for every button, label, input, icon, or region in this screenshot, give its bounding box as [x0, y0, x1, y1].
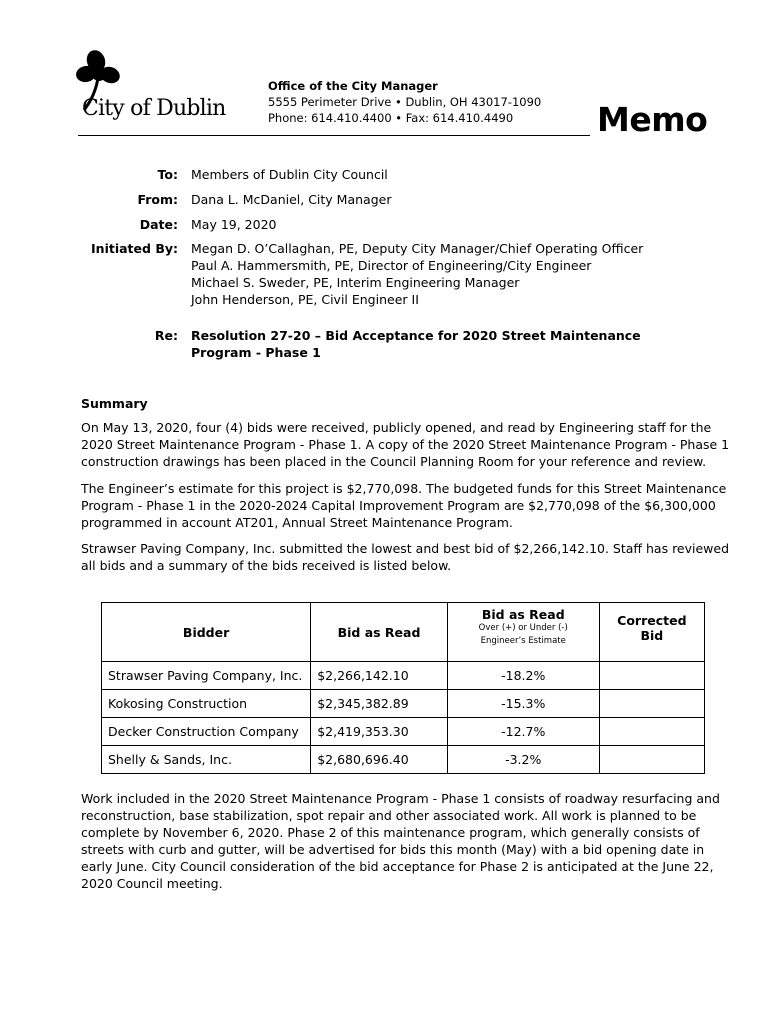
- bid-amount: $2,345,382.89: [311, 690, 448, 718]
- logo-text: City of Dublin: [82, 96, 226, 121]
- bidder-name: Kokosing Construction: [102, 690, 311, 718]
- re-line: Resolution 27-20 – Bid Acceptance for 2020 Street Maintenance: [191, 328, 641, 343]
- table-row: [102, 662, 705, 690]
- initiated-by-label: Initiated By:: [91, 241, 178, 256]
- summary-paragraph-1: On May 13, 2020, four (4) bids were received, publicly opened, and read by Engineering staff for the 2020 Street Maintenance Program - Phase 1. A copy of the 2020 Street Maintenance Program - Phase 1 construction drawings has been placed in the Council Planning Room for your reference and review.: [81, 420, 730, 469]
- from-value: Dana L. McDaniel, City Manager: [191, 192, 392, 207]
- office-address: 5555 Perimeter Drive • Dublin, OH 43017-1090: [268, 95, 542, 109]
- from-label: From:: [137, 192, 178, 207]
- office-phone: Phone: 614.410.4400 • Fax: 614.410.4490: [268, 111, 514, 125]
- corrected-bid: [599, 718, 704, 746]
- office-name: Office of the City Manager: [268, 79, 438, 93]
- date-value: May 19, 2020: [191, 217, 277, 232]
- to-label: To:: [157, 167, 178, 182]
- memo-title: Memo: [597, 100, 708, 139]
- bidder-name: Decker Construction Company: [102, 718, 311, 746]
- table-row: [102, 718, 705, 746]
- header-bid-as-read: Bid as Read: [311, 603, 448, 662]
- summary-paragraph-3: Strawser Paving Company, Inc. submitted the lowest and best bid of $2,266,142.10. Staff has reviewed all bids and a summary of the bids received is listed below.: [81, 541, 730, 573]
- summary-heading: Summary: [81, 396, 148, 411]
- initiated-by-list: [191, 240, 643, 308]
- re-line: Program - Phase 1: [191, 345, 321, 360]
- bid-percent: -15.3%: [447, 690, 599, 718]
- date-label: Date:: [139, 217, 178, 232]
- header-divider: [78, 135, 590, 136]
- to-value: Members of Dublin City Council: [191, 167, 388, 182]
- initiator: Michael S. Sweder, PE, Interim Engineering Manager: [191, 275, 520, 290]
- header-percent-sub: Over (+) or Under (-): [478, 623, 568, 633]
- bidder-name: Shelly & Sands, Inc.: [102, 746, 311, 774]
- initiator: Paul A. Hammersmith, PE, Director of Engineering/City Engineer: [191, 258, 592, 273]
- work-description-paragraph: Work included in the 2020 Street Maintenance Program - Phase 1 consists of roadway resurfacing and reconstruction, base stabilization, spot repair and other associated work. All work is planned to be complete by November 6, 2020. Phase 2 of this maintenance program, which generally consists of streets with curb and gutter, will be advertised for bids this month (May) with a bid opening date in early June. City Council consideration of the bid acceptance for Phase 2 is anticipated at the June 22, 2020 Council meeting.: [81, 791, 720, 891]
- initiator: John Henderson, PE, Civil Engineer II: [191, 292, 419, 307]
- table-row: [102, 746, 705, 774]
- initiator: Megan D. O’Callaghan, PE, Deputy City Manager/Chief Operating Officer: [191, 241, 644, 256]
- header-corrected-bid: Corrected Bid: [599, 603, 704, 662]
- table-row: [102, 690, 705, 718]
- header-percent-title: Bid as Read: [481, 607, 565, 622]
- bid-percent: -18.2%: [447, 662, 599, 690]
- bid-summary-table: [101, 602, 705, 774]
- corrected-bid: [599, 746, 704, 774]
- bid-percent: -12.7%: [447, 718, 599, 746]
- office-address-block: [268, 78, 541, 126]
- re-label: Re:: [154, 328, 178, 343]
- re-subject: [191, 327, 641, 361]
- bid-amount: $2,419,353.30: [311, 718, 448, 746]
- header-bidder: Bidder: [102, 603, 311, 662]
- header-percent-vs-estimate: [447, 603, 599, 662]
- bid-amount: $2,680,696.40: [311, 746, 448, 774]
- bid-amount: $2,266,142.10: [311, 662, 448, 690]
- city-logo: [72, 48, 247, 128]
- bidder-name: Strawser Paving Company, Inc.: [102, 662, 311, 690]
- summary-paragraph-2: The Engineer’s estimate for this project is $2,770,098. The budgeted funds for this Street Maintenance Program - Phase 1 in the 2020-2024 Capital Improvement Program are $2,770,098 of the $6,300,000 programmed in account AT201, Annual Street Maintenance Program.: [81, 481, 727, 530]
- corrected-bid: [599, 662, 704, 690]
- table-header-row: [102, 603, 705, 662]
- bid-percent: -3.2%: [447, 746, 599, 774]
- header-percent-sub: Engineer’s Estimate: [480, 636, 566, 646]
- corrected-bid: [599, 690, 704, 718]
